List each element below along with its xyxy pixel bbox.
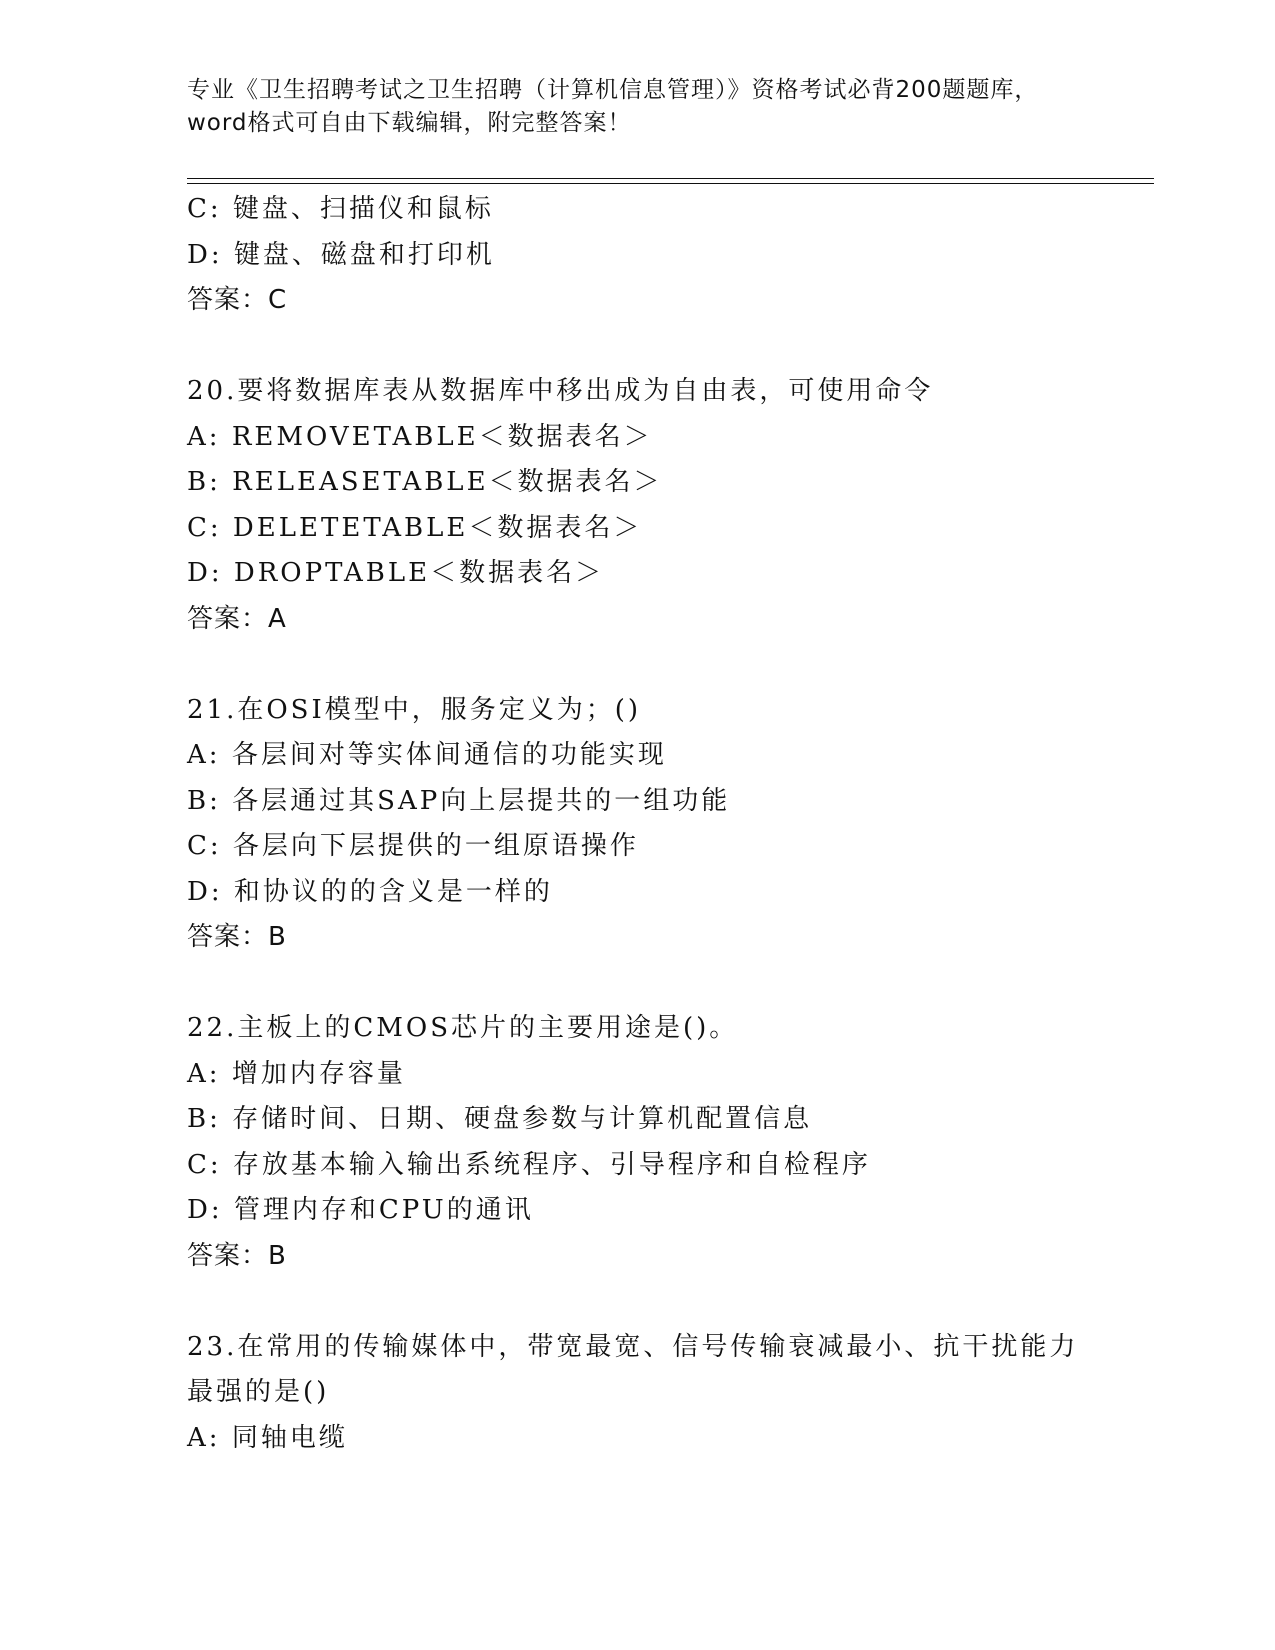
option-text: DELETETABLE＜数据表名＞ <box>232 512 643 543</box>
question-text <box>187 1006 1137 1052</box>
question-number: 21. <box>187 694 238 725</box>
option-label: C: <box>187 831 222 861</box>
option-text: RELEASETABLE＜数据表名＞ <box>232 467 663 497</box>
option-label: D: <box>187 239 223 270</box>
option-label: C: <box>187 1149 222 1180</box>
option-c <box>187 824 1137 870</box>
answer-line: 答案：C <box>187 285 288 315</box>
option-label: A: <box>187 740 221 770</box>
answer-line: 答案：B <box>187 922 287 952</box>
question-stem: 主板上的CMOS芯片的主要用途是()。 <box>237 1013 739 1043</box>
option-a <box>187 1052 1137 1098</box>
question-stem: 要将数据库表从数据库中移出成为自由表，可使用命令 <box>237 376 934 406</box>
question-text <box>187 1325 1137 1371</box>
answer-line: 答案：B <box>187 1240 287 1271</box>
option-label: C: <box>187 194 222 224</box>
option-text: REMOVETABLE＜数据表名＞ <box>231 421 653 452</box>
option-c <box>187 187 1137 233</box>
option-text: 存储时间、日期、硬盘参数与计算机配置信息 <box>232 1104 813 1134</box>
question-text <box>187 369 1137 415</box>
option-label: D: <box>187 876 223 907</box>
option-b <box>187 460 1137 506</box>
option-text: 各层向下层提供的一组原语操作 <box>232 831 639 861</box>
option-label: A: <box>187 421 221 452</box>
option-c <box>187 1143 1137 1189</box>
question-number: 23. <box>187 1331 238 1362</box>
option-label: A: <box>187 1422 221 1453</box>
option-label: B: <box>187 467 221 497</box>
option-label: B: <box>187 785 221 816</box>
option-label: D: <box>187 1195 223 1225</box>
option-text: 存放基本输入输出系统程序、引导程序和自检程序 <box>232 1149 871 1180</box>
question-block-22 <box>187 1006 1137 1279</box>
option-text: 各层间对等实体间通信的功能实现 <box>231 740 667 770</box>
header-line-1: 专业《卫生招聘考试之卫生招聘（计算机信息管理）》资格考试必背200题题库， <box>187 77 1039 103</box>
spacer <box>187 642 1137 688</box>
option-text: 键盘、磁盘和打印机 <box>233 239 495 270</box>
question-list <box>187 187 1137 1461</box>
question-block-21 <box>187 688 1137 961</box>
question-number: 22. <box>187 1013 238 1043</box>
option-a <box>187 415 1137 461</box>
header-rule-top <box>187 178 1154 179</box>
option-text: 管理内存和CPU的通讯 <box>233 1195 534 1225</box>
option-c <box>187 506 1137 552</box>
option-label: A: <box>187 1058 221 1089</box>
option-d <box>187 233 1137 279</box>
option-d <box>187 870 1137 916</box>
question-text-continued: 最强的是() <box>187 1377 330 1407</box>
question-block-23 <box>187 1325 1137 1462</box>
option-label: D: <box>187 558 223 588</box>
question-block-partial <box>187 187 1137 324</box>
question-stem: 在OSI模型中，服务定义为；() <box>237 694 642 725</box>
option-d <box>187 1188 1137 1234</box>
option-text: DROPTABLE＜数据表名＞ <box>233 558 605 588</box>
option-d <box>187 551 1137 597</box>
spacer <box>187 1279 1137 1325</box>
question-block-20 <box>187 369 1137 642</box>
option-label: B: <box>187 1104 221 1134</box>
option-b <box>187 779 1137 825</box>
option-text: 键盘、扫描仪和鼠标 <box>232 194 494 224</box>
option-label: C: <box>187 512 222 543</box>
answer-line: 答案：A <box>187 603 287 634</box>
document-header <box>187 74 1087 140</box>
option-a <box>187 1416 1137 1462</box>
question-number: 20. <box>187 376 238 406</box>
spacer <box>187 961 1137 1007</box>
option-text: 各层通过其SAP向上层提共的一组功能 <box>232 785 731 816</box>
option-text: 同轴电缆 <box>231 1422 348 1453</box>
option-b <box>187 1097 1137 1143</box>
option-text: 和协议的的含义是一样的 <box>233 876 553 907</box>
question-text <box>187 688 1137 734</box>
option-a <box>187 733 1137 779</box>
header-line-2: word格式可自由下载编辑，附完整答案！ <box>187 110 632 136</box>
question-stem: 在常用的传输媒体中，带宽最宽、信号传输衰减最小、抗干扰能力 <box>237 1331 1079 1362</box>
header-rule-bottom <box>187 183 1154 184</box>
option-text: 增加内存容量 <box>231 1058 406 1089</box>
spacer <box>187 324 1137 370</box>
